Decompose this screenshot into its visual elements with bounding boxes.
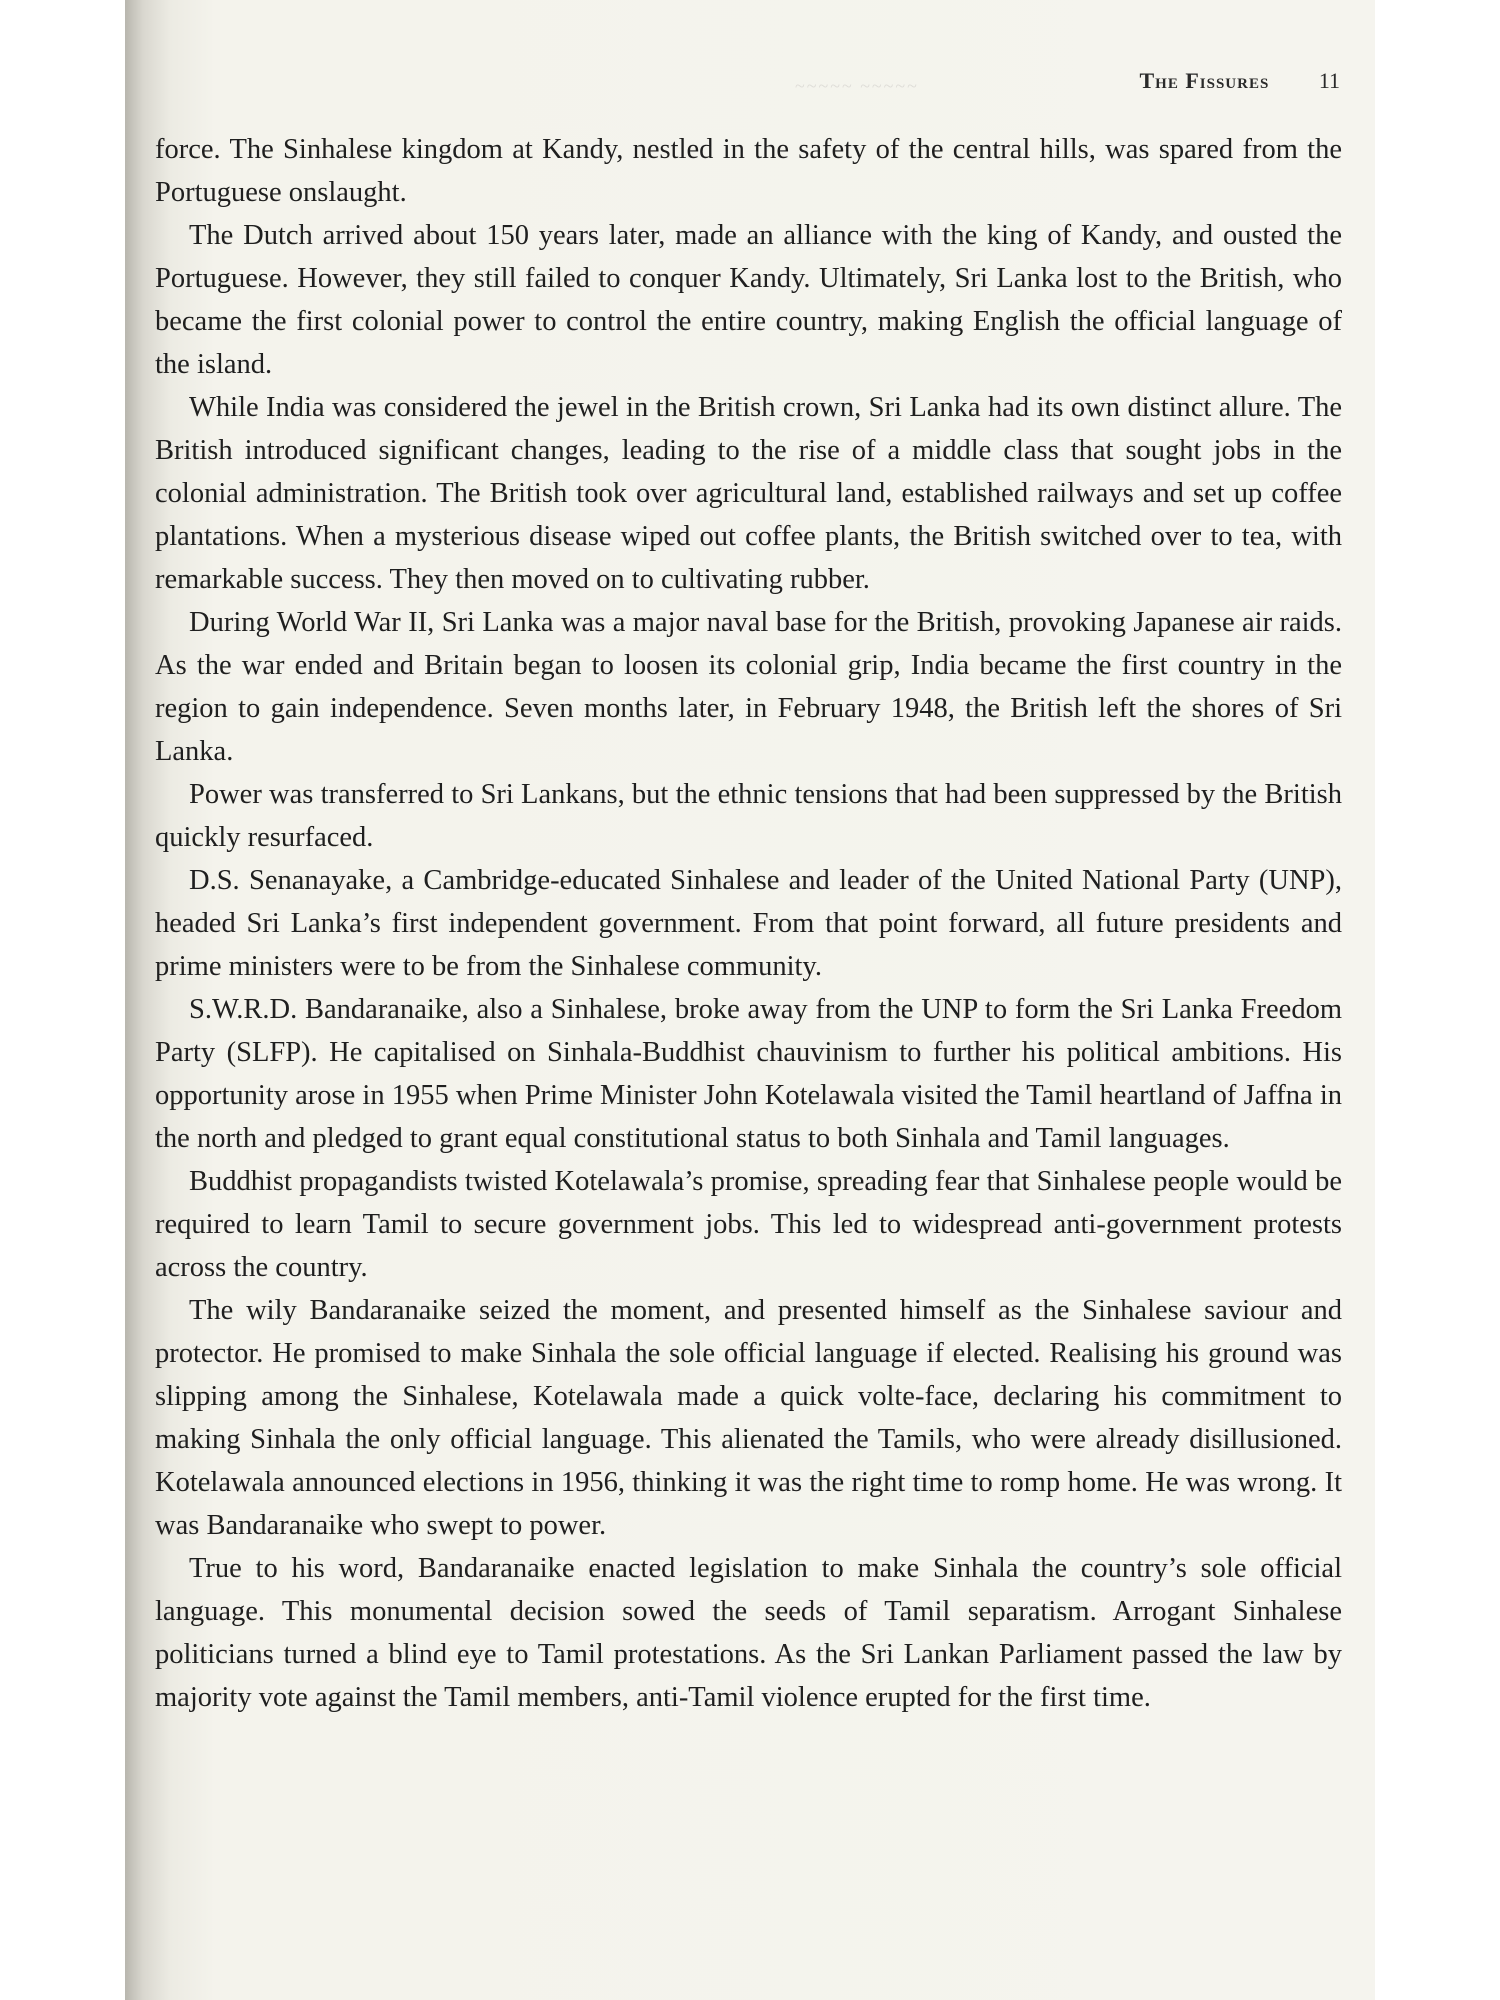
paragraph: While India was considered the jewel in the British crown, Sri Lanka had its own distinct allure. The British introduced significant changes, leading to the rise of a middle class that sought jobs in the colonial administration. The British took over agricultural land, established railways and set up coffee plantations. When a mysterious disease wiped out coffee plants, the British switched over to tea, with remarkable success. They then moved on to cultivating rubber. [155,392,1342,595]
paragraph: D.S. Senanayake, a Cambridge-educated Sinhalese and leader of the United National Party (UNP), headed Sri Lanka’s first independent government. From that point forward, all future presidents and prime ministers were to be from the Sinhalese community. [155,865,1342,982]
paragraph: During World War II, Sri Lanka was a major naval base for the British, provoking Japanese air raids. As the war ended and Britain began to loosen its colonial grip, India became the first country in the region to gain independence. Seven months later, in February 1948, the British left the shores of Sri Lanka. [155,607,1342,767]
page-number: 11 [1318,68,1340,93]
running-header [125,68,1340,94]
paragraph: Power was transferred to Sri Lankans, but the ethnic tensions that had been suppressed by the British quickly resurfaced. [155,779,1342,853]
paragraph: The Dutch arrived about 150 years later, made an alliance with the king of Kandy, and ousted the Portuguese. However, they still failed to conquer Kandy. Ultimately, Sri Lanka lost to the British, who became the first colonial power to control the entire country, making English the official language of the island. [155,220,1342,380]
paragraph: force. The Sinhalese kingdom at Kandy, nestled in the safety of the central hills, was spared from the Portuguese onslaught. [155,134,1342,208]
paragraph: S.W.R.D. Bandaranaike, also a Sinhalese, broke away from the UNP to form the Sri Lanka Freedom Party (SLFP). He capitalised on Sinhala-Buddhist chauvinism to further his political ambitions. His opportunity arose in 1955 when Prime Minister John Kotelawala visited the Tamil heartland of Jaffna in the north and pledged to grant equal constitutional status to both Sinhala and Tamil languages. [155,994,1342,1154]
paragraph: The wily Bandaranaike seized the moment, and presented himself as the Sinhalese saviour and protector. He promised to make Sinhala the sole official language if elected. Realising his ground was slipping among the Sinhalese, Kotelawala made a quick volte-face, declaring his commitment to making Sinhala the only official language. This alienated the Tamils, who were already disillusioned. Kotelawala announced elections in 1956, thinking it was the right time to romp home. He was wrong. It was Bandaranaike who swept to power. [155,1295,1342,1541]
chapter-title: The Fissures [1139,68,1270,93]
bleed-through-text: ~~~~~ ~~~~~ [795,76,919,96]
book-page [125,0,1375,2000]
paragraph: Buddhist propagandists twisted Kotelawala’s promise, spreading fear that Sinhalese people would be required to learn Tamil to secure government jobs. This led to widespread anti-government protests across the country. [155,1166,1342,1283]
paragraph: True to his word, Bandaranaike enacted legislation to make Sinhala the country’s sole official language. This monumental decision sowed the seeds of Tamil separatism. Arrogant Sinhalese politicians turned a blind eye to Tamil protestations. As the Sri Lankan Parliament passed the law by majority vote against the Tamil members, anti-Tamil violence erupted for the first time. [155,1553,1342,1713]
body-text [155,128,1342,1719]
